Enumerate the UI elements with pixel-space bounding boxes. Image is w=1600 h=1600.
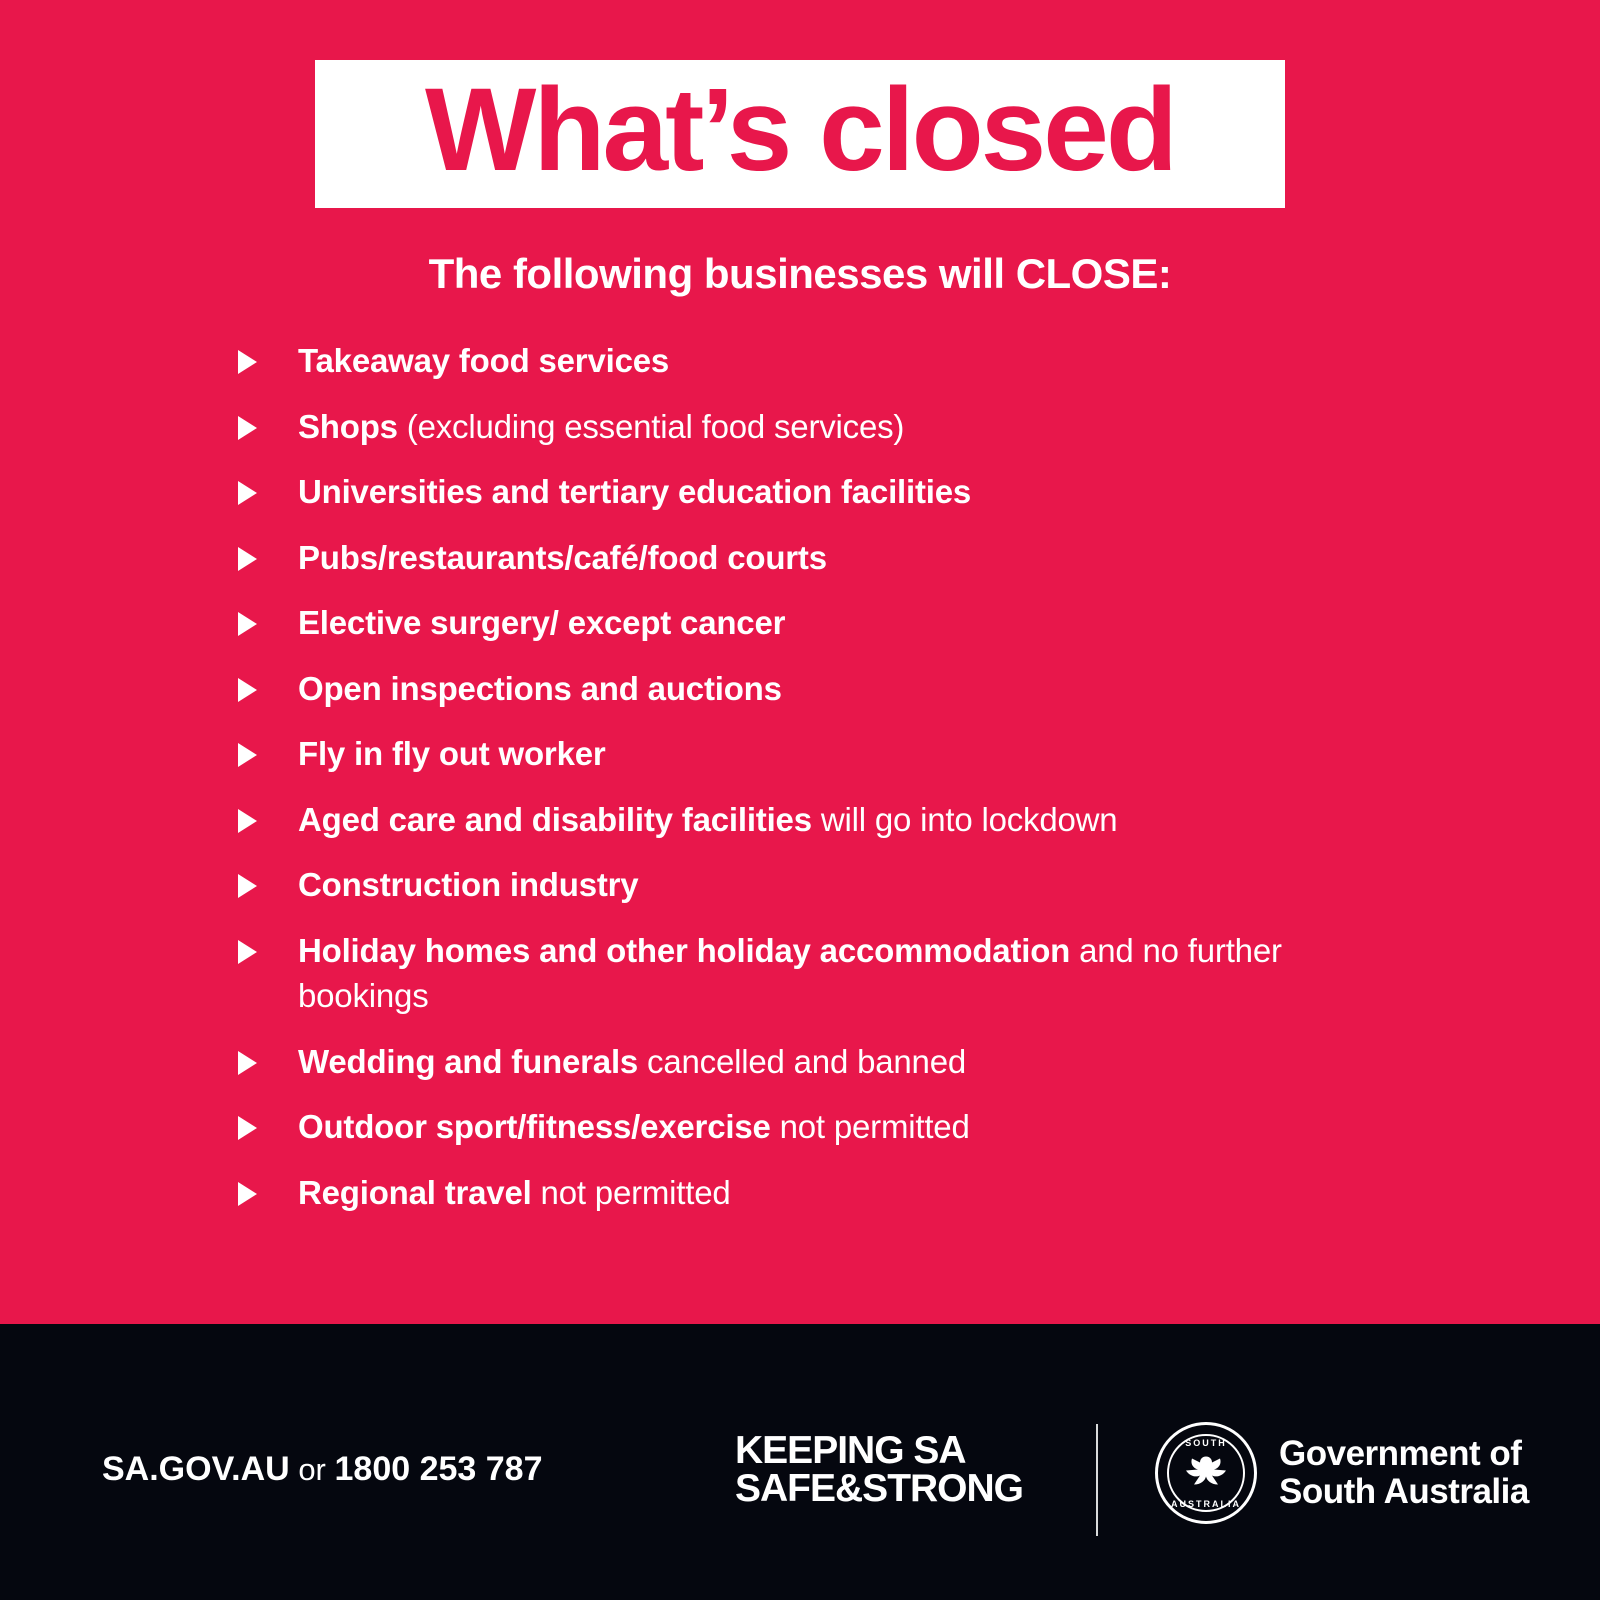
or-label: or (298, 1452, 326, 1487)
government-logo (1155, 1422, 1529, 1524)
triangle-bullet-icon (238, 535, 298, 571)
triangle-bullet-icon (238, 600, 298, 636)
list-item-text: Universities and tertiary education facilities (298, 473, 972, 511)
campaign-line-1: KEEPING SA (735, 1429, 966, 1472)
campaign-line-2: SAFE&STRONG (735, 1467, 1024, 1511)
subtitle: The following businesses will CLOSE: (428, 250, 1172, 297)
triangle-bullet-icon (238, 1170, 298, 1206)
triangle-bullet-icon (238, 797, 298, 833)
state-crest-icon (1155, 1422, 1257, 1524)
campaign-logo (735, 1429, 1024, 1511)
list-item-text: Takeaway food services (298, 342, 670, 379)
triangle-bullet-icon (238, 731, 298, 767)
list-item-text: Holiday homes and other holiday accommodation and no further bookings (298, 931, 1282, 1015)
list-item (238, 1170, 1388, 1216)
list-item-text: Pubs/restaurants/café/food courts (298, 538, 827, 576)
government-line-2: South Australia (1279, 1472, 1529, 1511)
list-item-text: Fly in fly out worker (298, 735, 606, 773)
government-line-1: Government of (1279, 1434, 1522, 1474)
list-item (238, 666, 1388, 712)
list-item (238, 404, 1388, 450)
footer (0, 1324, 1600, 1600)
triangle-bullet-icon (238, 469, 298, 505)
triangle-bullet-icon (238, 1039, 298, 1075)
list-item-text: Construction industry (298, 866, 639, 904)
title-banner (315, 60, 1285, 208)
list-item (238, 1104, 1388, 1150)
triangle-bullet-icon (238, 338, 298, 374)
list-item-text: Outdoor sport/fitness/exercise not permitted (298, 1108, 970, 1146)
contact-info (102, 1450, 543, 1489)
triangle-bullet-icon (238, 862, 298, 898)
list-item (238, 928, 1388, 1019)
footer-divider (1096, 1424, 1098, 1536)
list-item-text: Wedding and funerals cancelled and banned (298, 1042, 967, 1080)
list-item-text: Open inspections and auctions (298, 669, 782, 707)
list-item (238, 338, 1388, 384)
list-item-text: Shops (excluding essential food services) (298, 407, 905, 445)
triangle-bullet-icon (238, 1104, 298, 1140)
triangle-bullet-icon (238, 666, 298, 702)
list-item (238, 797, 1388, 843)
list-item-text: Aged care and disability facilities will go into lockdown (298, 800, 1118, 838)
list-item (238, 731, 1388, 777)
footer-content (0, 1324, 1600, 1600)
crest-bottom-text: AUSTRALIA (1171, 1499, 1241, 1509)
list-item (238, 469, 1388, 515)
website-link[interactable]: SA.GOV.AU (102, 1450, 290, 1488)
government-name (1279, 1435, 1529, 1511)
list-item-text: Elective surgery/ except cancer (298, 604, 786, 642)
list-item (238, 535, 1388, 581)
closed-business-list (238, 338, 1388, 1235)
piping-shrike-icon (1182, 1451, 1230, 1496)
list-item-text: Regional travel not permitted (298, 1173, 731, 1211)
triangle-bullet-icon (238, 404, 298, 440)
list-item (238, 862, 1388, 908)
page-title: What’s closed (424, 64, 1175, 196)
phone-number[interactable]: 1800 253 787 (334, 1450, 543, 1488)
crest-top-text: SOUTH (1185, 1438, 1227, 1448)
list-item (238, 600, 1388, 646)
triangle-bullet-icon (238, 928, 298, 964)
list-item (238, 1039, 1388, 1085)
